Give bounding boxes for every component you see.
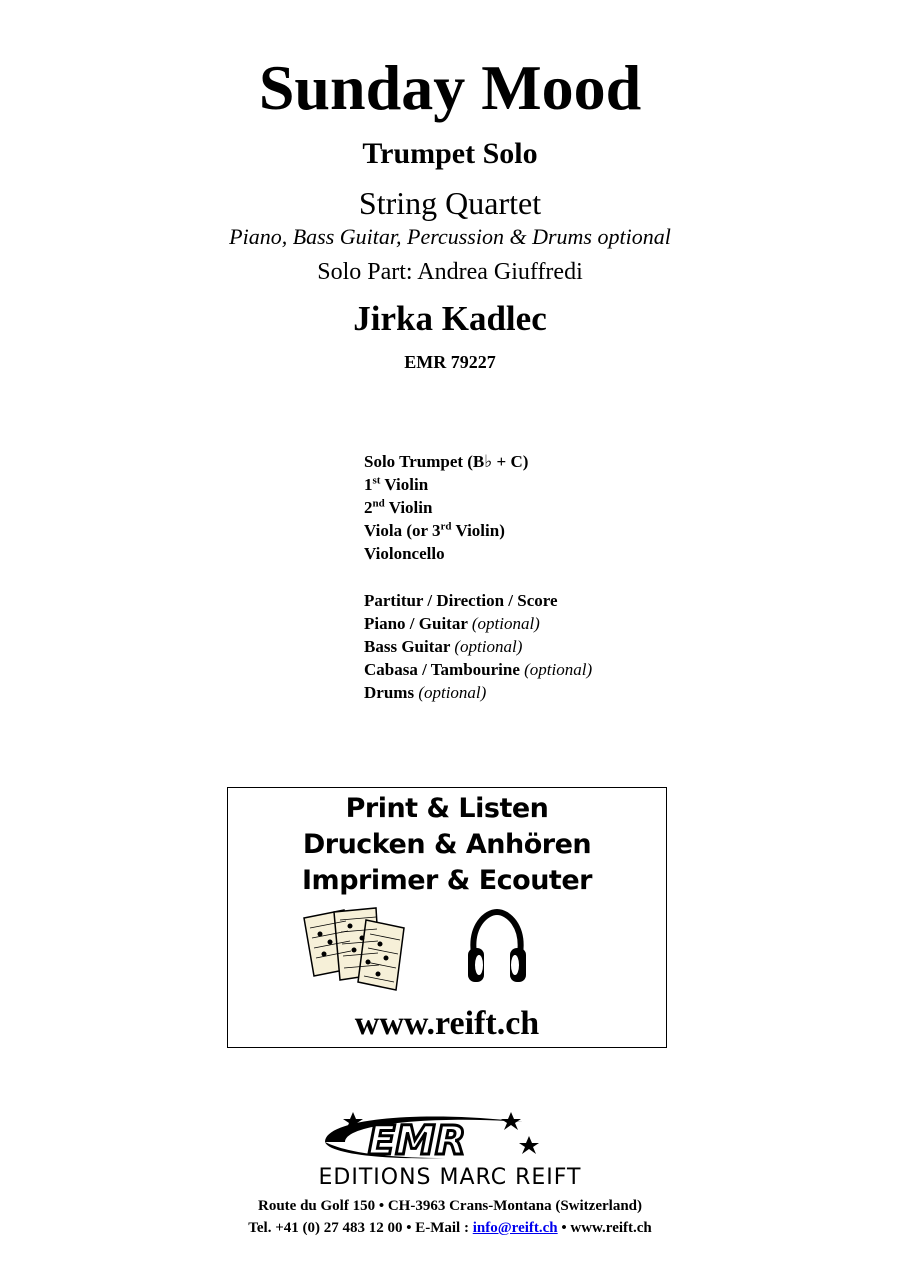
contact-prefix: Tel. +41 (0) 27 483 12 00 • E-Mail : — [248, 1220, 473, 1236]
promo-line-german: Drucken & Anhören — [302, 829, 592, 860]
emr-logo-icon — [305, 1108, 545, 1166]
part-violin-2-ordinal: nd — [372, 497, 385, 510]
promo-line-english: Print & Listen — [345, 793, 549, 824]
part-viola-post: Violin) — [451, 521, 505, 540]
optional-note: (optional) — [524, 660, 593, 679]
parts-list — [364, 450, 592, 704]
contact-suffix: • www.reift.ch — [557, 1220, 652, 1236]
part-cabasa — [364, 658, 592, 681]
publisher-address: Route du Golf 150 • CH-3963 Crans-Montana (Switzerland) — [258, 1198, 642, 1214]
part-violin-2-num: 2 — [364, 498, 373, 517]
email-link[interactable]: info@reift.ch — [472, 1220, 558, 1236]
part-cabasa-label: Cabasa / Tambourine — [364, 660, 520, 679]
part-piano-label: Piano / Guitar — [364, 614, 468, 633]
promo-line-french: Imprimer & Ecouter — [302, 865, 592, 896]
publisher-contact — [0, 1218, 900, 1238]
part-solo-trumpet: Solo Trumpet (B♭ + C) — [364, 452, 529, 471]
publisher-logo — [250, 1108, 650, 1198]
sheet-music-icon — [300, 906, 412, 992]
composer: Jirka Kadlec — [353, 299, 547, 338]
part-score: Partitur / Direction / Score — [364, 591, 558, 610]
optional-note: (optional) — [454, 637, 523, 656]
logo-text: EMR — [368, 1118, 466, 1164]
subtitle: Trumpet Solo — [362, 137, 538, 170]
optional-note: (optional) — [471, 614, 540, 633]
part-violin-1-label: Violin — [380, 475, 429, 494]
part-bass-label: Bass Guitar — [364, 637, 451, 656]
headphones-icon — [466, 908, 528, 986]
part-violin-2-label: Violin — [384, 498, 433, 517]
part-drums-label: Drums — [364, 683, 415, 702]
part-piano — [364, 612, 592, 635]
optional-note: (optional) — [418, 683, 487, 702]
print-listen-box — [227, 787, 667, 1048]
part-bass — [364, 635, 592, 658]
part-drums — [364, 681, 592, 704]
catalog-number: EMR 79227 — [404, 352, 496, 372]
optional-instruments: Piano, Bass Guitar, Percussion & Drums optional — [229, 224, 671, 249]
part-viola — [364, 519, 592, 542]
part-viola-ordinal: rd — [440, 520, 452, 533]
solo-part: Solo Part: Andrea Giuffredi — [317, 259, 583, 285]
ensemble: String Quartet — [358, 185, 542, 221]
part-violin-1-num: 1 — [364, 475, 373, 494]
part-violin-1 — [364, 473, 592, 496]
part-violin-2 — [364, 496, 592, 519]
part-viola-pre: Viola (or 3 — [364, 521, 441, 540]
publisher-name: EDITIONS MARC REIFT — [318, 1165, 582, 1190]
part-cello: Violoncello — [364, 544, 445, 563]
promo-url[interactable]: www.reift.ch — [354, 1005, 540, 1042]
title: Sunday Mood — [258, 52, 642, 123]
part-violin-1-ordinal: st — [372, 474, 381, 487]
